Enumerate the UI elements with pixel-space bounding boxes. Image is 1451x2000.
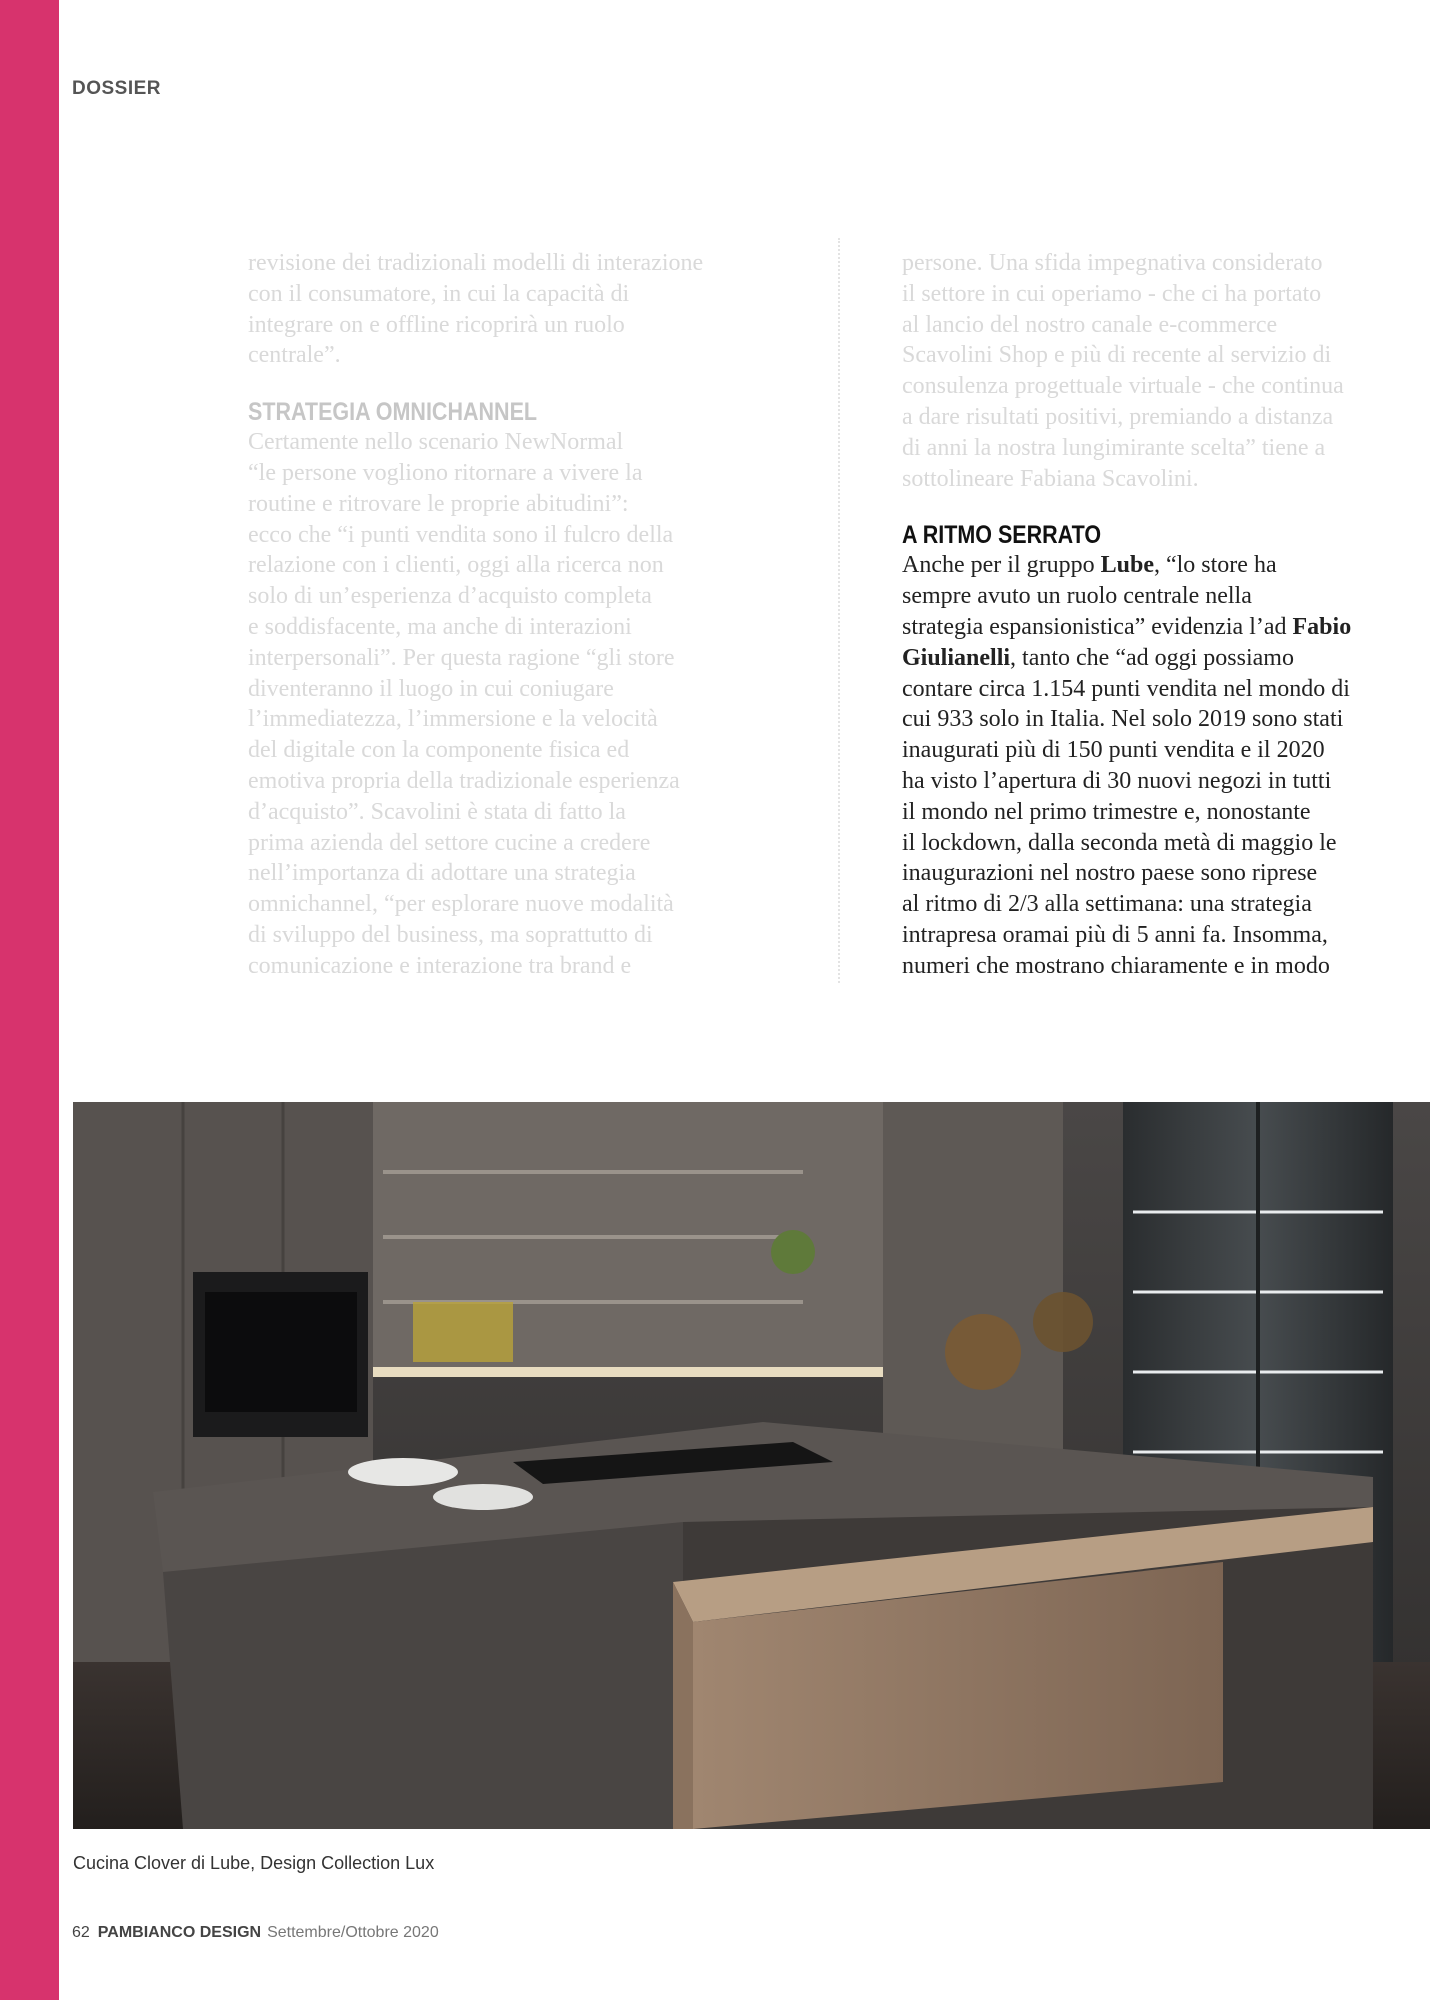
text-run: strategia espansionistica” evidenzia l’ad	[902, 613, 1293, 640]
page-footer	[72, 1924, 439, 1942]
text-line: nell’importanza di adottare una strategia	[248, 860, 636, 887]
text-line: di sviluppo del business, ma soprattutto di	[248, 921, 653, 948]
bold-name: Lube	[1100, 552, 1154, 579]
text-line: d’acquisto”. Scavolini è stata di fatto la	[248, 798, 626, 825]
section-heading: A RITMO SERRATO	[902, 521, 1102, 550]
text-line: ecco che “i punti vendita sono il fulcro della	[248, 521, 674, 548]
column-divider	[838, 238, 840, 983]
text-line: persone. Una sfida impegnativa considerato	[902, 250, 1323, 276]
text-line: centrale”.	[248, 342, 341, 369]
text-run: , tanto che “ad oggi possiamo	[1010, 644, 1294, 671]
magazine-name: PAMBIANCO DESIGN	[97, 1924, 262, 1941]
text-line: il mondo nel primo trimestre e, nonostante	[902, 798, 1311, 825]
text-line: interpersonali”. Per questa ragione “gli store	[248, 644, 675, 671]
text-line	[902, 612, 1442, 643]
text-line: contare circa 1.154 punti vendita nel mondo di	[902, 675, 1350, 702]
text-line: al ritmo di 2/3 alla settimana: una strategia	[902, 891, 1312, 918]
text-line: prima azienda del settore cucine a credere	[248, 829, 651, 856]
text-line: integrare on e offline ricoprirà un ruolo	[248, 311, 625, 338]
right-column	[902, 248, 1442, 982]
text-line: numeri che mostrano chiaramente e in modo	[902, 952, 1330, 979]
text-line: inaugurazioni nel nostro paese sono riprese	[902, 860, 1318, 887]
accent-stripe	[0, 0, 59, 2000]
page-number: 62	[72, 1924, 90, 1941]
text-line: relazione con i clienti, oggi alla ricerca non	[248, 552, 664, 579]
text-line: sottolineare Fabiana Scavolini.	[902, 465, 1199, 492]
bold-name: Fabio	[1292, 613, 1352, 640]
text-run: , “lo store ha	[1153, 552, 1277, 579]
text-line: omnichannel, “per esplorare nuove modalità	[248, 891, 674, 918]
section-heading: STRATEGIA OMNICHANNEL	[248, 398, 538, 427]
text-line: sempre avuto un ruolo centrale nella	[902, 583, 1252, 610]
text-line: e soddisfacente, ma anche di interazioni	[248, 613, 632, 640]
text-line: Certamente nello scenario NewNormal	[248, 429, 624, 456]
photo-caption: Cucina Clover di Lube, Design Collection Lux	[73, 1853, 435, 1873]
text-line: ha visto l’apertura di 30 nuovi negozi in tutti	[902, 767, 1332, 794]
text-line: diventeranno il luogo in cui coniugare	[248, 675, 614, 702]
text-line: il settore in cui operiamo - che ci ha portato	[902, 280, 1322, 307]
kitchen-photo	[73, 1102, 1430, 1829]
section-label: DOSSIER	[72, 78, 162, 99]
text-line: l’immediatezza, l’immersione e la velocità	[248, 706, 658, 733]
text-line: consulenza progettuale virtuale - che continua	[902, 373, 1344, 400]
text-line: a dare risultati positivi, premiando a distanza	[902, 403, 1334, 430]
text-line: di anni la nostra lungimirante scelta” tiene a	[902, 434, 1326, 461]
text-line: al lancio del nostro canale e-commerce	[902, 311, 1278, 338]
text-line: intrapresa oramai più di 5 anni fa. Insomma,	[902, 921, 1328, 948]
text-line: Scavolini Shop e più di recente al servizio di	[902, 342, 1332, 369]
text-line	[902, 643, 1442, 674]
text-run: Anche per il gruppo	[902, 552, 1101, 579]
bold-name: Giulianelli	[902, 644, 1011, 671]
text-line: routine e ritrovare le proprie abitudini”:	[248, 490, 629, 517]
text-line: revisione dei tradizionali modelli di interazione	[248, 250, 704, 276]
text-line: emotiva propria della tradizionale esperienza	[248, 767, 680, 794]
text-line: comunicazione e interazione tra brand e	[248, 952, 632, 979]
text-line: cui 933 solo in Italia. Nel solo 2019 sono stati	[902, 706, 1344, 733]
text-line: del digitale con la componente fisica ed	[248, 737, 630, 764]
text-line	[902, 550, 1442, 581]
text-line: inaugurati più di 150 punti vendita e il 2020	[902, 737, 1325, 764]
text-line: “le persone vogliono ritornare a vivere la	[248, 459, 643, 486]
issue-date: Settembre/Ottobre 2020	[267, 1924, 439, 1941]
text-line: il lockdown, dalla seconda metà di maggio le	[902, 829, 1337, 856]
text-line: con il consumatore, in cui la capacità di	[248, 280, 630, 307]
kitchen-illustration	[73, 1102, 1430, 1829]
left-column	[248, 248, 788, 982]
text-line: solo di un’esperienza d’acquisto completa	[248, 583, 652, 610]
